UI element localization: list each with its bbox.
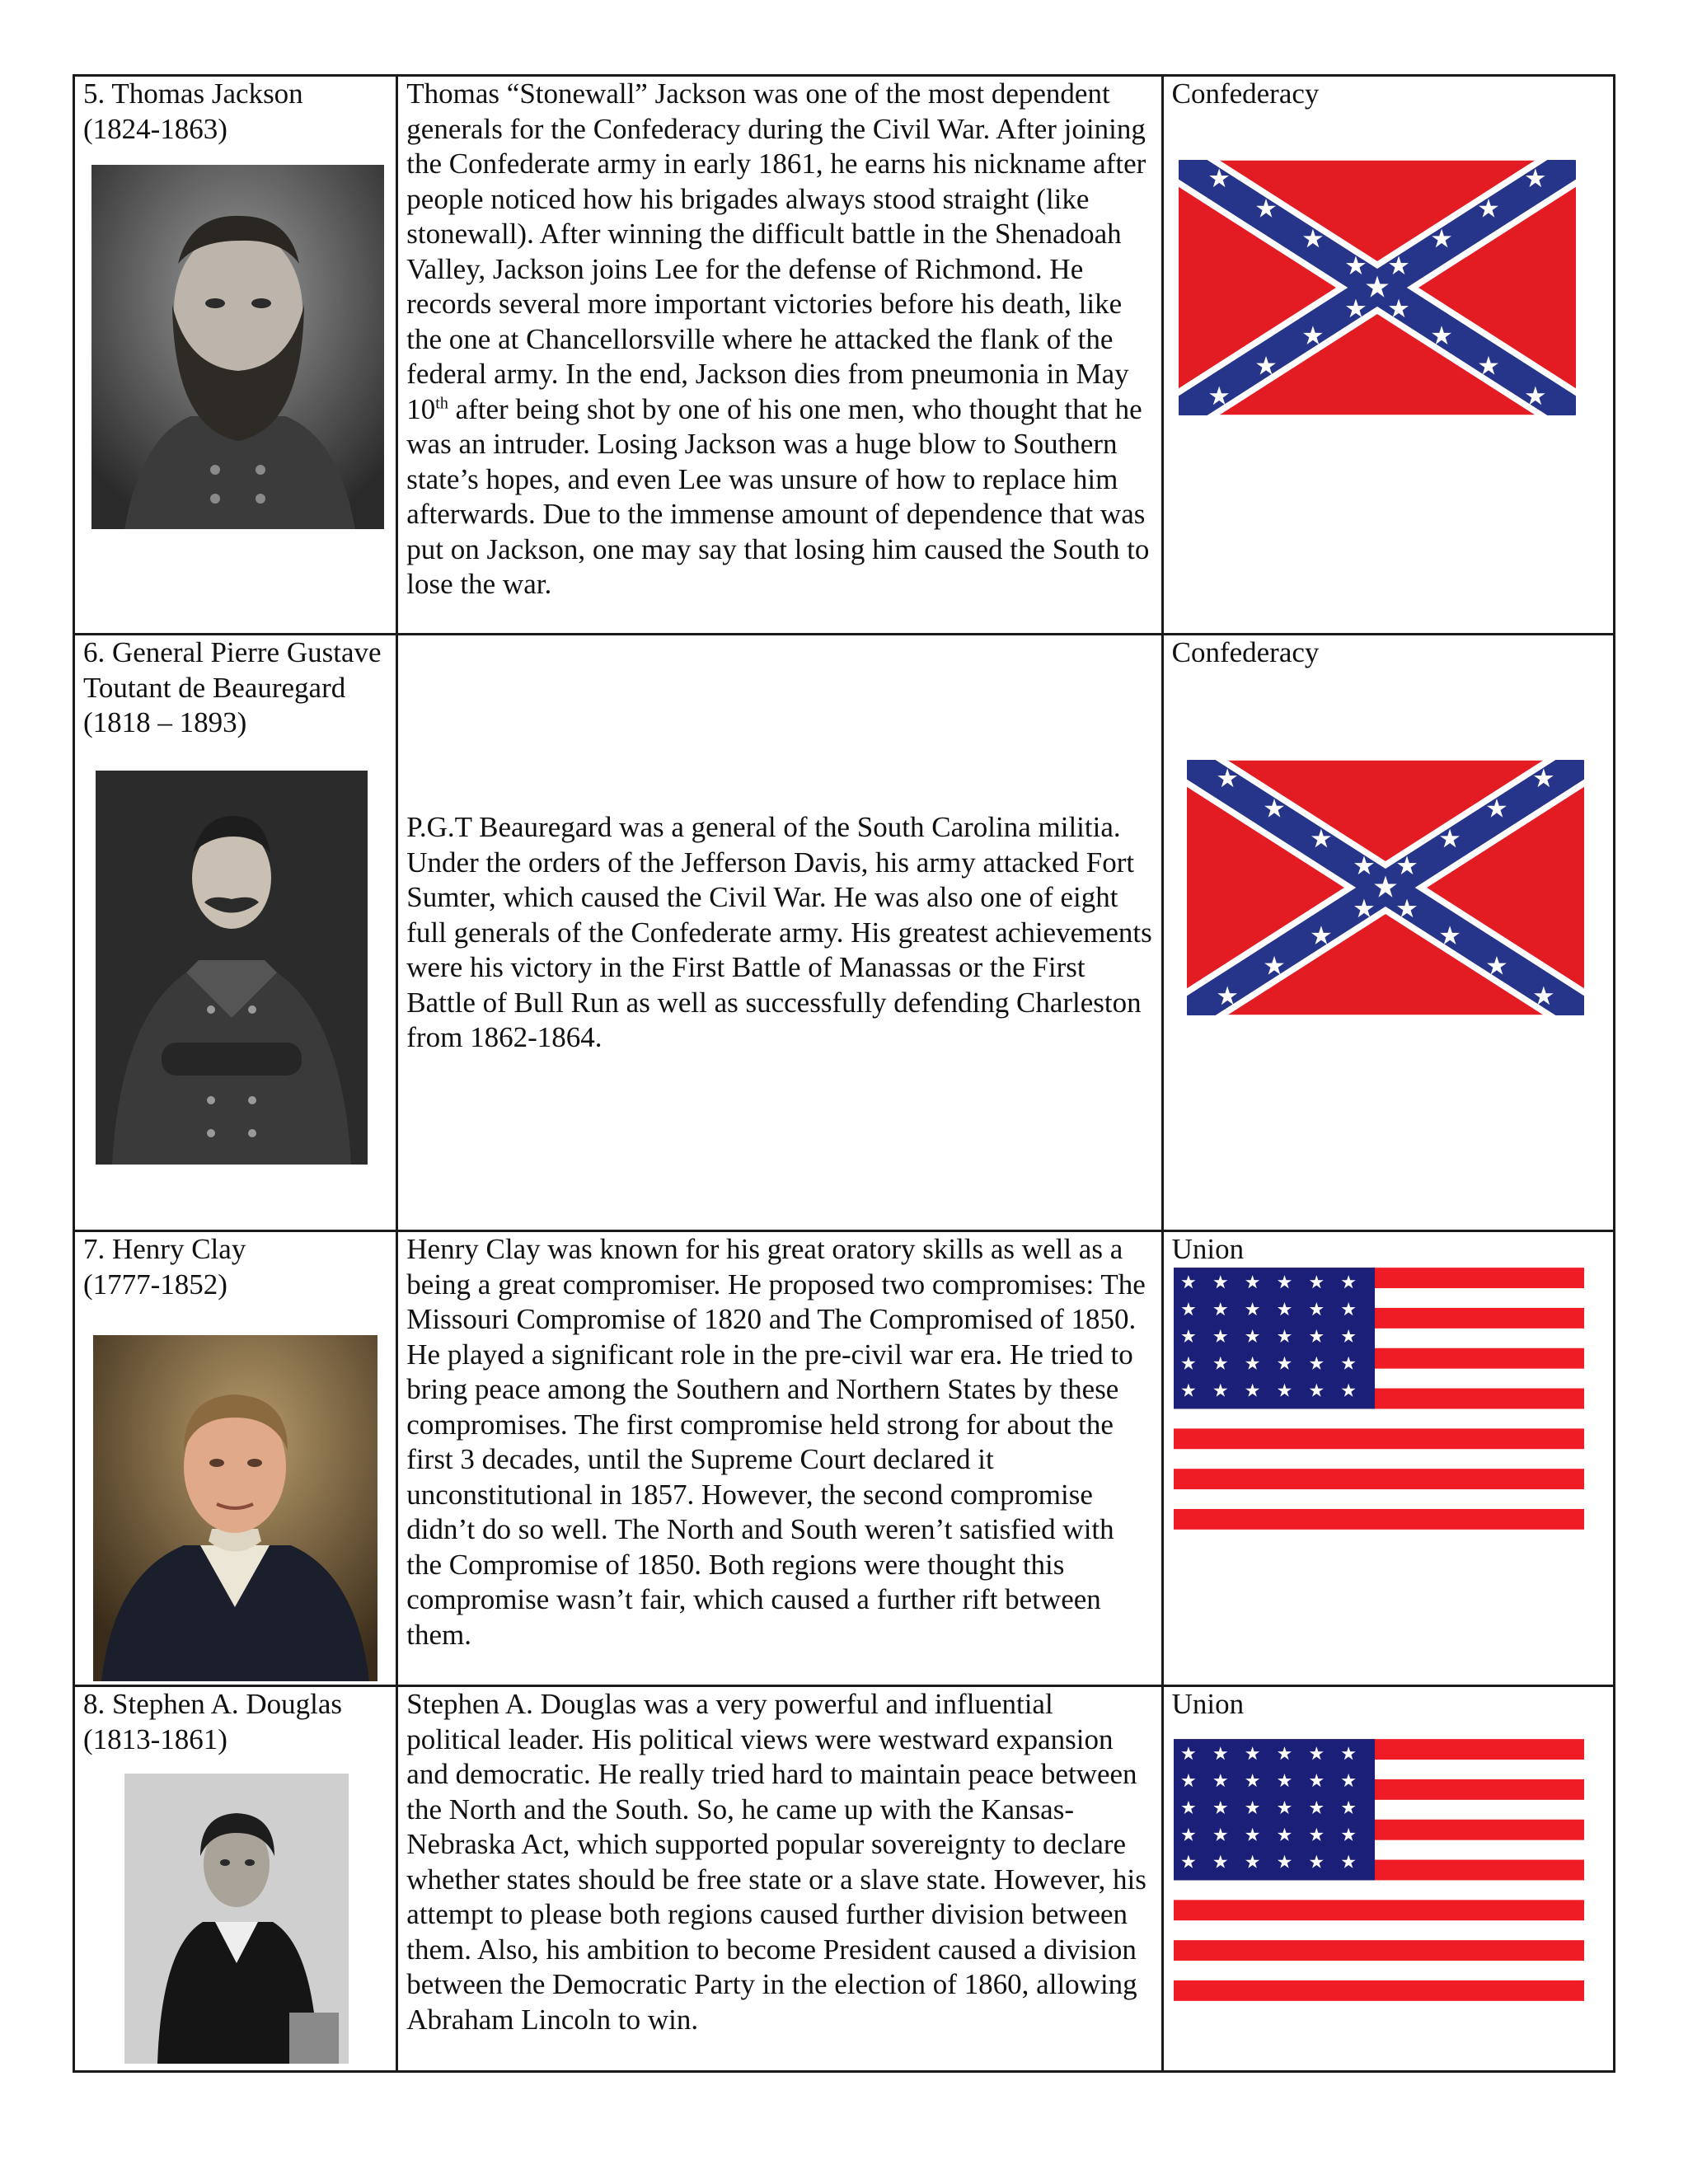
description-cell [397, 76, 1162, 635]
figure-name: 5. Thomas Jackson [83, 77, 303, 110]
figures-table [73, 74, 1615, 2073]
figure-cell [74, 76, 397, 635]
union-flag-icon [1174, 1268, 1584, 1530]
description-text: P.G.T Beauregard was a general of the South Carolina militia. Under the orders of the Jefferson Davis, his army attacked Fort Sumter, which caused the Civil War. He was also one of eight full generals of the Confederate army. His greatest achievements were his victory in the First Battle of Manassas or the First Battle of Bull Run as well as successfully defending Charleston from 1862-1864. [406, 811, 1152, 1053]
description-text: Henry Clay was known for his great oratory skills as well as a being a great compromiser. He proposed two compromises: The Missouri Compromise of 1820 and The Compromised of 1850. He played a significant role in the pre-civil war era. He tried to bring peace among the Southern and Northern States by these compromises. The first compromise held strong for about the first 3 decades, until the Supreme Court declared it unconstitutional in 1857. However, the second compromise didn’t do so well. The North and South weren’t satisfied with the Compromise of 1850. Both regions were thought this compromise wasn’t fair, which caused a further rift between them. [406, 1233, 1146, 1651]
description-text: Stephen A. Douglas was a very powerful and influential political leader. His political views were westward expansion and democratic. He really tried hard to maintain peace between the North and the South. So, he came up with the Kansas-Nebraska Act, which supported popular sovereignty to declare whether states should be free state or a slave state. However, his attempt to please both regions caused further division between them. Also, his ambition to become President caused a division between the Democratic Party in the election of 1860, allowing Abraham Lincoln to win. [406, 1688, 1146, 2036]
side-label: Confederacy [1171, 77, 1320, 110]
description-text: Thomas “Stonewall” Jackson was one of the most dependent generals for the Confederacy during the Civil War. After joining the Confederate army in early 1861, he earns his nickname after people noticed how his brigades always stood straight (like stonewall). After winning the difficult battle in the Shenadoah Valley, Jackson joins Lee for the defense of Richmond. He records several more important victories before his death, like the one at Chancellorsville where he attacked the flank of the federal army. In the end, Jackson dies from pneumonia in May 10 [406, 77, 1146, 425]
superscript-th: th [435, 393, 448, 412]
side-label: Confederacy [1171, 636, 1320, 668]
side-cell [1162, 76, 1614, 635]
portrait-image [91, 165, 384, 529]
table-row [74, 76, 1615, 635]
side-cell [1162, 1231, 1614, 1686]
portrait-image [124, 1774, 349, 2064]
table-row [74, 635, 1615, 1231]
description-text-continued: after being shot by one of his one men, who thought that he was an intruder. Losing Jackson was a huge blow to Southern state’s hopes, and even Lee was unsure of how to replace him afterwards. Due to the immense amount of dependence that was put on Jackson, one may say that losing him caused the South to lose the war. [406, 392, 1150, 600]
portrait-pgt-beauregard [96, 771, 387, 1165]
side-label: Union [1171, 1233, 1245, 1265]
table-row [74, 1686, 1615, 2072]
figure-name: 8. Stephen A. Douglas [83, 1688, 343, 1720]
portrait-henry-clay [93, 1335, 387, 1681]
confederate-flag-icon [1179, 160, 1576, 415]
portrait-thomas-jackson [91, 165, 387, 529]
confederate-flag-icon [1187, 760, 1584, 1015]
figure-name: 6. General Pierre Gustave Toutant de Beauregard (1818 – 1893) [83, 636, 382, 738]
description-cell [397, 1686, 1162, 2072]
figure-years: (1824-1863) [83, 112, 227, 145]
portrait-image [93, 1335, 377, 1681]
figure-name: 7. Henry Clay [83, 1233, 246, 1265]
figure-cell [74, 1686, 397, 2072]
figure-years: (1777-1852) [83, 1268, 227, 1301]
union-flag-icon [1174, 1739, 1584, 2002]
side-cell [1162, 1686, 1614, 2072]
side-cell [1162, 635, 1614, 1231]
side-label: Union [1171, 1688, 1245, 1720]
portrait-image [96, 771, 368, 1165]
figure-cell [74, 1231, 397, 1686]
figure-cell [74, 635, 397, 1231]
figure-years: (1813-1861) [83, 1722, 227, 1755]
portrait-stephen-douglas [124, 1774, 387, 2064]
table-row [74, 1231, 1615, 1686]
description-cell [397, 1231, 1162, 1686]
description-cell [397, 635, 1162, 1231]
